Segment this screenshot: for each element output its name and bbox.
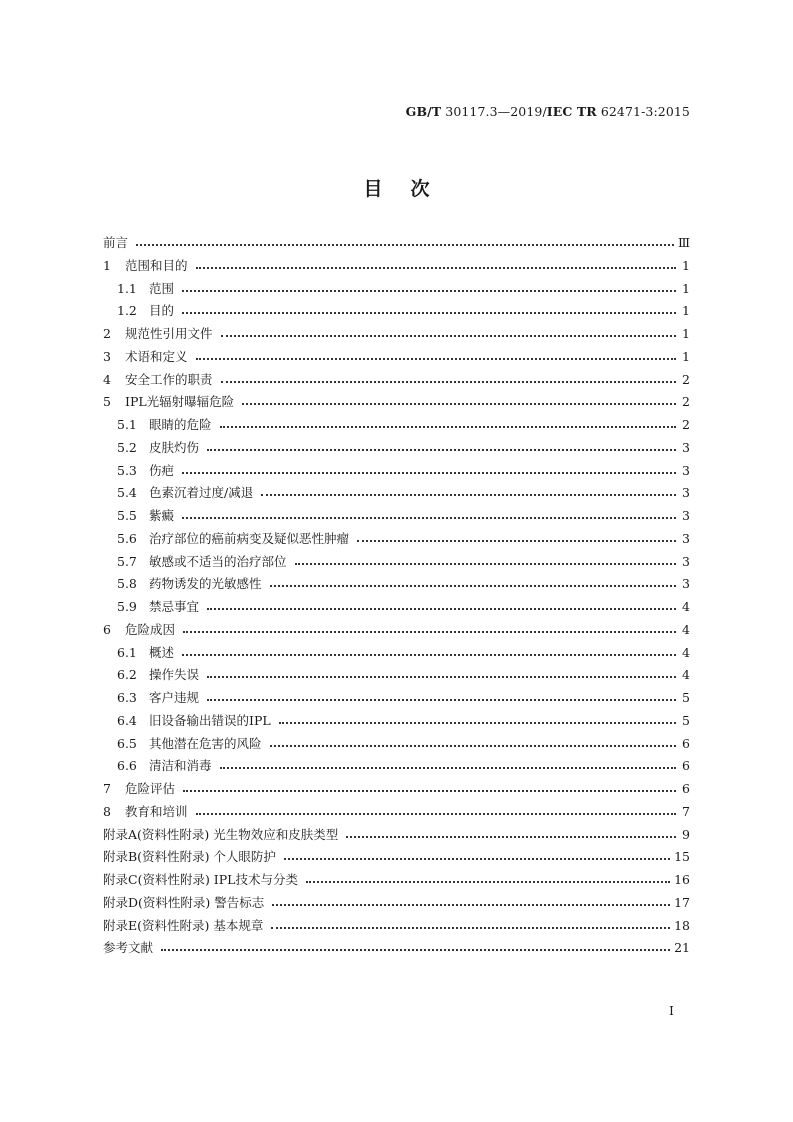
- toc-entry-title: 清洁和消毒: [149, 758, 212, 774]
- toc-entry-title: 客户违规: [149, 690, 200, 705]
- toc-leader-dots: [221, 326, 676, 338]
- toc-entry-number: 8: [103, 803, 111, 819]
- toc-entry-number: 6.3: [117, 690, 137, 705]
- toc-entry-number: 5.3: [117, 462, 137, 478]
- document-header: [406, 104, 690, 119]
- toc-leader-dots: [207, 599, 676, 611]
- toc-entry-page: 7: [682, 803, 690, 819]
- toc-entry-title: 色素沉着过度/减退: [149, 485, 254, 501]
- toc-entry-title: 参考文献: [103, 940, 154, 956]
- toc-entry-page: 9: [682, 826, 690, 842]
- toc-entry-page: 4: [682, 644, 690, 660]
- iec-prefix: IEC TR: [546, 104, 597, 119]
- toc-entry-number: 6: [103, 621, 111, 637]
- toc-leader-dots: [272, 895, 670, 907]
- toc-entry-number: 5.7: [117, 553, 137, 569]
- toc-entry-number: 3: [103, 348, 111, 364]
- toc-entry-page: 1: [682, 280, 690, 296]
- toc-leader-dots: [182, 463, 676, 475]
- toc-entry[interactable]: [103, 300, 690, 323]
- toc-entry-title: 药物诱发的光敏感性: [149, 576, 262, 592]
- toc-entry-page: 5: [682, 690, 690, 705]
- toc-entry-title: 皮肤灼伤: [149, 439, 200, 455]
- toc-entry-page: 21: [674, 940, 690, 956]
- toc-entry-title: 治疗部位的癌前病变及疑似恶性肿瘤: [149, 530, 350, 546]
- toc-entry-number: 2: [103, 326, 111, 341]
- toc-leader-dots: [346, 827, 676, 839]
- toc-entry[interactable]: [103, 505, 690, 528]
- toc-entry-title: 术语和定义: [125, 348, 188, 364]
- toc-entry-number: 1.2: [117, 303, 137, 319]
- toc-entry[interactable]: [103, 391, 690, 414]
- toc-leader-dots: [279, 713, 676, 725]
- toc-leader-dots: [270, 576, 676, 588]
- toc-entry-title: 附录C(资料性附录) IPL技术与分类: [103, 872, 298, 887]
- toc-entry-title: 伤疤: [149, 462, 175, 478]
- toc-entry[interactable]: [103, 596, 690, 619]
- toc-entry-number: 5: [103, 394, 111, 410]
- toc-leader-dots: [196, 349, 676, 361]
- iec-number: 62471-3:2015: [596, 104, 690, 119]
- toc-entry-title: 敏感或不适当的治疗部位: [149, 553, 287, 569]
- toc-entry[interactable]: [103, 619, 690, 642]
- toc-entry-number: 6.4: [117, 712, 137, 728]
- toc-entry-page: 3: [682, 508, 690, 523]
- toc-entry-number: 4: [103, 371, 111, 387]
- toc-entry-number: 7: [103, 781, 111, 796]
- toc-entry-page: 1: [682, 303, 690, 319]
- toc-entry-number: 5.5: [117, 508, 137, 523]
- toc-entry-title: 危险成因: [125, 621, 176, 637]
- page-number: I: [669, 1003, 674, 1018]
- toc-entry-page: 6: [682, 781, 690, 796]
- toc-entry-title: 危险评估: [125, 781, 176, 796]
- toc-entry[interactable]: [103, 482, 690, 505]
- toc-entry[interactable]: [103, 869, 690, 892]
- standard-prefix: GB/T: [405, 104, 442, 119]
- toc-entry[interactable]: [103, 664, 690, 687]
- toc-entry-page: 6: [682, 735, 690, 751]
- toc-entry-title: 禁忌事宜: [149, 599, 200, 614]
- toc-leader-dots: [284, 849, 670, 861]
- toc-leader-dots: [136, 235, 674, 247]
- toc-entry-page: 3: [682, 462, 690, 478]
- toc-entry-page: 3: [682, 576, 690, 592]
- toc-entry-page: Ⅲ: [677, 235, 690, 250]
- toc-entry-number: 5.2: [117, 439, 137, 455]
- toc-entry-page: 4: [682, 599, 690, 614]
- toc-leader-dots: [182, 508, 676, 520]
- toc-leader-dots: [357, 531, 676, 543]
- toc-entry[interactable]: [103, 642, 690, 665]
- toc-entry-title: 范围和目的: [125, 257, 188, 273]
- toc-entry-number: 5.6: [117, 530, 137, 546]
- toc-entry-title: 眼睛的危险: [149, 417, 212, 432]
- toc-leader-dots: [207, 667, 676, 679]
- toc-entry-number: 1.1: [117, 280, 137, 296]
- toc-entry-title: 安全工作的职责: [125, 371, 213, 387]
- toc-leader-dots: [270, 736, 676, 748]
- toc-entry[interactable]: [103, 369, 690, 392]
- toc-entry-title: 规范性引用文件: [125, 326, 213, 341]
- toc-leader-dots: [183, 622, 676, 634]
- toc-entry-page: 5: [682, 712, 690, 728]
- toc-entry-title: 附录D(资料性附录) 警告标志: [103, 894, 265, 910]
- toc-entry-title: 教育和培训: [125, 803, 188, 819]
- toc-leader-dots: [261, 485, 676, 497]
- toc-entry-number: 6.2: [117, 667, 137, 683]
- toc-entry-page: 3: [682, 530, 690, 546]
- toc-entry-number: 5.1: [117, 417, 137, 432]
- toc-entry-number: 1: [103, 257, 111, 273]
- toc-entry-title: 旧设备输出错误的IPL: [149, 712, 271, 728]
- toc-leader-dots: [221, 372, 676, 384]
- toc-entry[interactable]: [103, 414, 690, 437]
- toc-entry-page: 2: [682, 394, 690, 410]
- toc-entry[interactable]: [103, 937, 690, 960]
- toc-entry[interactable]: [103, 437, 690, 460]
- toc-entry[interactable]: [103, 551, 690, 574]
- toc-entry-page: 16: [674, 872, 690, 887]
- toc-entry[interactable]: [103, 232, 690, 255]
- toc-entry-number: 5.9: [117, 599, 137, 614]
- toc-entry-page: 4: [682, 667, 690, 683]
- toc-leader-dots: [182, 645, 676, 657]
- toc-entry-page: 1: [682, 348, 690, 364]
- toc-entry[interactable]: [103, 255, 690, 278]
- toc-entry[interactable]: [103, 892, 690, 915]
- toc-entry[interactable]: [103, 323, 690, 346]
- toc-entry[interactable]: [103, 824, 690, 847]
- toc-entry[interactable]: [103, 755, 690, 778]
- toc-entry[interactable]: [103, 915, 690, 938]
- toc-leader-dots: [207, 690, 676, 702]
- toc-entry-title: 附录A(资料性附录) 光生物效应和皮肤类型: [103, 826, 339, 842]
- toc-entry[interactable]: [103, 528, 690, 551]
- toc-entry-page: 17: [674, 894, 690, 910]
- toc-entry-title: 目的: [149, 303, 175, 319]
- toc-leader-dots: [196, 258, 676, 270]
- toc-leader-dots: [306, 872, 670, 884]
- toc-entry[interactable]: [103, 573, 690, 596]
- toc-entry[interactable]: [103, 460, 690, 483]
- toc-entry-page: 2: [682, 371, 690, 387]
- toc-entry[interactable]: [103, 801, 690, 824]
- toc-entry-number: 6.1: [117, 644, 137, 660]
- toc-entry-number: 5.4: [117, 485, 137, 501]
- toc-leader-dots: [196, 804, 676, 816]
- toc-entry-page: 3: [682, 485, 690, 501]
- toc-entry-number: 6.5: [117, 735, 137, 751]
- toc-entry[interactable]: [103, 733, 690, 756]
- toc-entry-title: 其他潜在危害的风险: [149, 735, 262, 751]
- toc-leader-dots: [220, 417, 676, 429]
- toc-entry-title: IPL光辐射曝辐危险: [125, 394, 235, 410]
- toc-leader-dots: [182, 303, 676, 315]
- toc-entry[interactable]: [103, 687, 690, 710]
- toc-title: 目次: [363, 178, 458, 200]
- toc-leader-dots: [271, 918, 670, 930]
- toc-entry-title: 紫癜: [149, 508, 175, 523]
- toc-entry[interactable]: [103, 778, 690, 801]
- toc-entry-page: 6: [682, 758, 690, 774]
- toc-entry[interactable]: [103, 846, 690, 869]
- toc-leader-dots: [242, 394, 676, 406]
- table-of-contents: [103, 232, 690, 960]
- toc-entry-title: 附录B(资料性附录) 个人眼防护: [103, 849, 276, 865]
- toc-entry-title: 概述: [149, 644, 175, 660]
- toc-leader-dots: [207, 440, 676, 452]
- toc-entry-page: 15: [674, 849, 690, 865]
- toc-leader-dots: [295, 554, 676, 566]
- toc-entry-page: 4: [682, 621, 690, 637]
- toc-entry-page: 3: [682, 553, 690, 569]
- toc-entry-title: 操作失误: [149, 667, 200, 683]
- toc-entry-page: 1: [682, 257, 690, 273]
- standard-number: 30117.3—2019/: [441, 104, 547, 119]
- toc-entry[interactable]: [103, 346, 690, 369]
- toc-entry[interactable]: [103, 278, 690, 301]
- toc-entry-number: 5.8: [117, 576, 137, 592]
- toc-leader-dots: [161, 940, 670, 952]
- toc-entry[interactable]: [103, 710, 690, 733]
- toc-entry-title: 前言: [103, 235, 129, 250]
- toc-entry-page: 1: [682, 326, 690, 341]
- toc-entry-number: 6.6: [117, 758, 137, 774]
- toc-leader-dots: [182, 281, 676, 293]
- toc-entry-title: 附录E(资料性附录) 基本规章: [103, 917, 264, 933]
- toc-leader-dots: [183, 781, 676, 793]
- toc-entry-page: 3: [682, 439, 690, 455]
- toc-entry-page: 18: [674, 917, 690, 933]
- toc-leader-dots: [220, 758, 676, 770]
- toc-entry-page: 2: [682, 417, 690, 432]
- toc-entry-title: 范围: [149, 280, 175, 296]
